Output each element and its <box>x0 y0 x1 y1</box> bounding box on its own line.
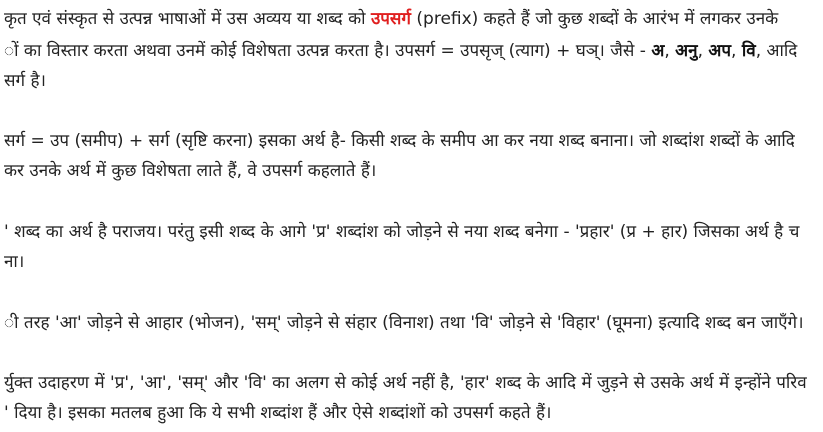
separator: , <box>731 41 742 61</box>
example-anu: अनु <box>675 41 698 61</box>
example-a: अ <box>651 41 665 61</box>
separator: , <box>664 41 676 61</box>
example-ap: अप <box>708 41 732 61</box>
para4-line1: ी तरह 'आ' जोड़ने से आहार (भोजन), 'सम्' जोड़ने से संहार (विनाश) तथा 'वि' जोड़ने से 'विहार' (घूमना) इत्यादि शब्द बन जाएँगे। <box>4 313 804 333</box>
separator: , <box>697 41 709 61</box>
para1-line3: सर्ग है। <box>4 71 46 91</box>
example-vi: वि <box>741 41 756 61</box>
para5-line2: ' दिया है। इसका मतलब हुआ कि ये सभी शब्दांश हैं और ऐसे शब्दांशों को उपसर्ग कहते हैं। <box>4 403 552 423</box>
para1-line2-text-before: ों का विस्तार करता अथवा उनमें कोई विशेषता उत्पन्न करता है। उपसर्ग = उपसृज् (त्याग) + घञ्। जैसे - <box>4 41 652 61</box>
para1-line1-text-after: (prefix) कहते हैं जो कुछ शब्दों के आरंभ में लगकर उनके <box>411 9 779 29</box>
para1-line2-text-after: , आदि <box>755 41 798 61</box>
para2-line2: कर उनके अर्थ में कुछ विशेषता लाते हैं, वे उपसर्ग कहलाते हैं। <box>4 161 377 181</box>
para3-line2: ना। <box>4 252 25 272</box>
para1-line1 <box>4 6 778 32</box>
para1-line2 <box>4 38 797 64</box>
para5-line1: र्युक्त उदाहरण में 'प्र', 'आ', 'सम्' और 'वि' का अलग से कोई अर्थ नहीं है, 'हार' शब्द के आदि में जुड़ने से उसके अर्थ में इन्होंने परिव <box>4 373 807 393</box>
para1-line1-text-before: कृत एवं संस्कृत से उत्पन्न भाषाओं में उस अव्यय या शब्द को <box>4 9 371 29</box>
term-upsarg-highlight: उपसर्ग <box>370 9 411 29</box>
para2-line1: सर्ग = उप (समीप) + सर्ग (सृष्टि करना) इसका अर्थ है- किसी शब्द के समीप आ कर नया शब्द बनाना। जो शब्दांश शब्दों के आदि <box>4 131 795 151</box>
para3-line1: ' शब्द का अर्थ है पराजय। परंतु इसी शब्द के आगे 'प्र' शब्दांश को जोड़ने से नया शब्द बनेगा - 'प्रहार' (प्र + हार) जिसका अर्थ है च <box>4 222 800 242</box>
